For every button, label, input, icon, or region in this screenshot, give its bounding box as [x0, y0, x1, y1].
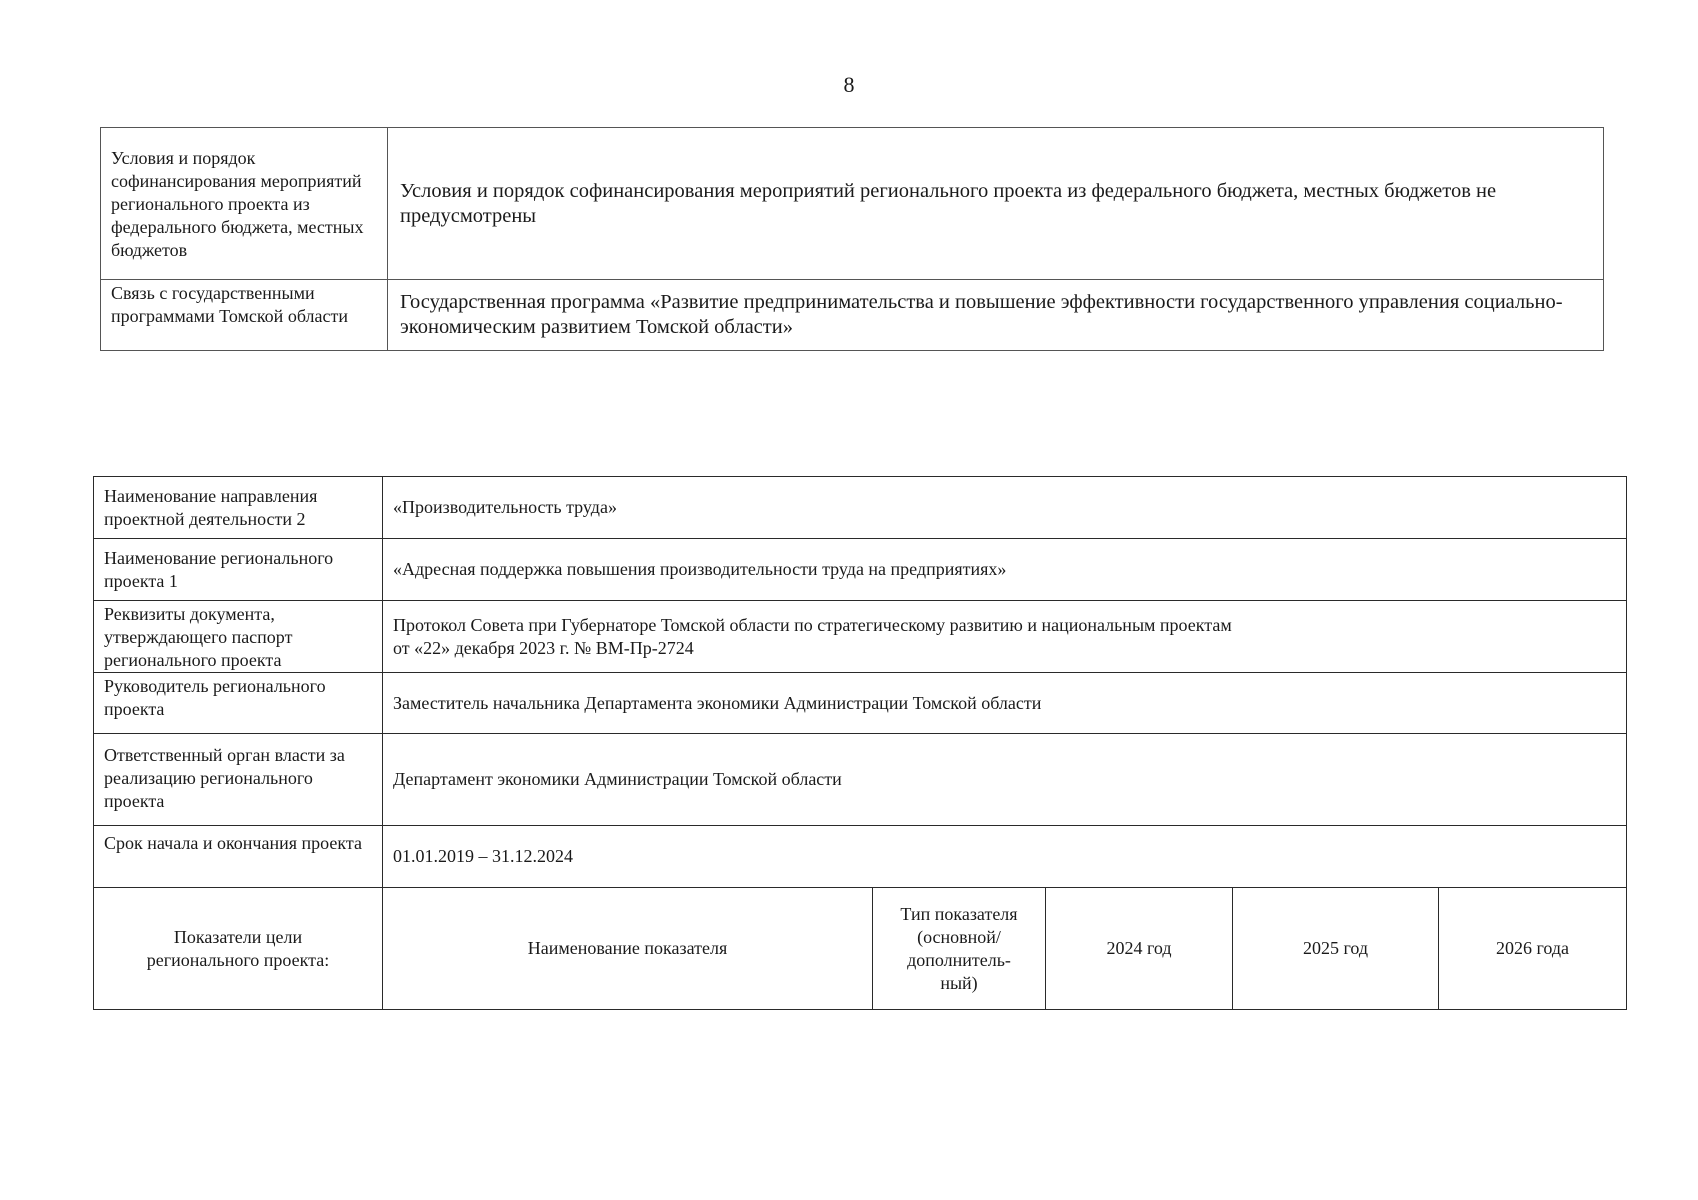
row-value: «Адресная поддержка повышения производительности труда на предприятиях» — [383, 539, 1627, 601]
year-2024-header: 2024 год — [1046, 888, 1233, 1010]
indicators-label: Показатели цели регионального проекта: — [94, 888, 383, 1010]
table-row — [94, 826, 1627, 888]
row-value: «Производительность труда» — [383, 477, 1627, 539]
row-label: Срок начала и окончания проекта — [94, 826, 383, 888]
table-row — [101, 128, 1604, 280]
row-value: Заместитель начальника Департамента экономики Администрации Томской области — [383, 673, 1627, 734]
table-row — [94, 477, 1627, 539]
document-reference-line: Протокол Совета при Губернаторе Томской области по стратегическому развитию и национальным проектам — [393, 614, 1232, 635]
indicator-type-header: Тип показателя (основной/ дополнитель-ный) — [873, 888, 1046, 1010]
table-row — [101, 280, 1604, 351]
cofinancing-table — [100, 127, 1604, 351]
page-number: 8 — [843, 72, 855, 97]
table-row — [94, 734, 1627, 826]
row-label: Условия и порядок софинансирования мероприятий регионального проекта из федерального бюджета, местных бюджетов — [101, 128, 388, 280]
row-value: Департамент экономики Администрации Томской области — [383, 734, 1627, 826]
table-row — [94, 601, 1627, 673]
row-label: Ответственный орган власти за реализацию регионального проекта — [94, 734, 383, 826]
row-value: 01.01.2019 – 31.12.2024 — [383, 826, 1627, 888]
indicator-name-header: Наименование показателя — [383, 888, 873, 1010]
row-value: Условия и порядок софинансирования мероприятий регионального проекта из федерального бюджета, местных бюджетов не предусмотрены — [388, 128, 1604, 280]
row-value: Государственная программа «Развитие предпринимательства и повышение эффективности государственного управления социально-экономическим развитием Томской области» — [388, 280, 1604, 351]
project-passport-table — [93, 476, 1627, 1010]
row-label: Реквизиты документа, утверждающего паспорт регионального проекта — [94, 601, 383, 673]
row-label: Руководитель регионального проекта — [94, 673, 383, 734]
row-label: Наименование направления проектной деятельности 2 — [94, 477, 383, 539]
year-2025-header: 2025 год — [1233, 888, 1439, 1010]
row-label: Связь с государственными программами Томской области — [101, 280, 388, 351]
table-row — [94, 539, 1627, 601]
table-row — [94, 673, 1627, 734]
document-date-number: от «22» декабря 2023 г. № ВМ-Пр-2724 — [393, 637, 694, 658]
year-2026-header: 2026 года — [1439, 888, 1627, 1010]
row-label: Наименование регионального проекта 1 — [94, 539, 383, 601]
row-value — [383, 601, 1627, 673]
indicators-header-row — [94, 888, 1627, 1010]
